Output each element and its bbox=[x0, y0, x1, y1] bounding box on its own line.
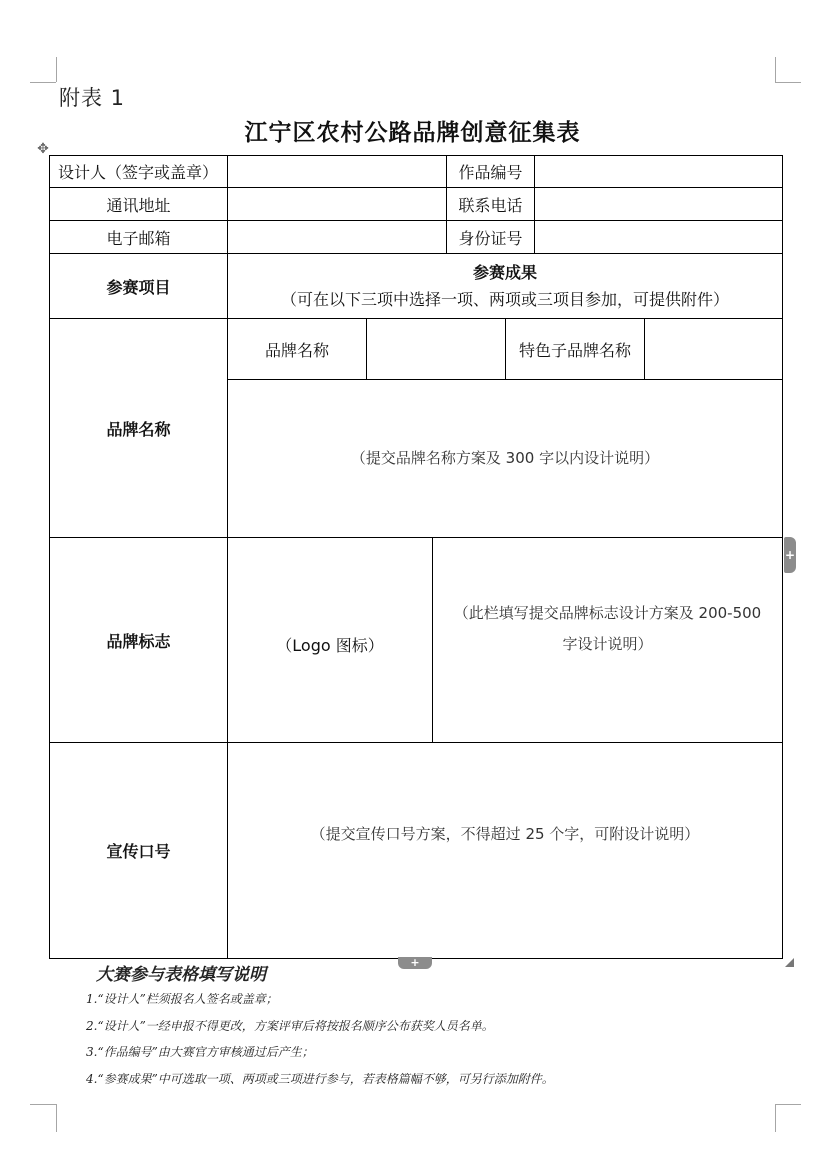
resize-icon[interactable] bbox=[785, 958, 794, 967]
logo-description-field[interactable] bbox=[432, 537, 783, 743]
list-item: 4.“参赛成果”中可选取一项、两项或三项进行参与，若表格篇幅不够，可另行添加附件。 bbox=[86, 1071, 554, 1086]
notes-list bbox=[86, 990, 554, 1096]
address-label: 通讯地址 bbox=[49, 187, 228, 221]
slogan-field[interactable]: （提交宣传口号方案，不得超过 25 个字，可附设计说明） bbox=[227, 742, 783, 959]
phone-label: 联系电话 bbox=[446, 187, 535, 221]
sub-brand-label: 特色子品牌名称 bbox=[505, 318, 645, 380]
email-label: 电子邮箱 bbox=[49, 220, 228, 254]
crop-mark-top-left bbox=[56, 57, 57, 82]
brand-name-description-field[interactable]: （提交品牌名称方案及 300 字以内设计说明） bbox=[227, 379, 783, 538]
id-label: 身份证号 bbox=[446, 220, 535, 254]
phone-field[interactable] bbox=[534, 187, 783, 221]
crop-mark-top-right bbox=[775, 57, 776, 82]
entry-item-label: 参赛项目 bbox=[49, 253, 228, 319]
list-item: 2.“设计人”一经申报不得更改，方案评审后将按报名顺序公布获奖人员名单。 bbox=[86, 1018, 494, 1033]
notes-title: 大赛参与表格填写说明 bbox=[96, 965, 266, 985]
logo-hint-line2: 字设计说明） bbox=[562, 635, 653, 653]
entry-result-label: 参赛成果 bbox=[472, 263, 537, 282]
brand-name-label: 品牌名称 bbox=[227, 318, 367, 380]
crop-mark-bottom-left bbox=[30, 1104, 56, 1105]
work-no-label: 作品编号 bbox=[446, 155, 535, 188]
entry-result-header bbox=[227, 253, 783, 319]
brand-name-section-label: 品牌名称 bbox=[49, 318, 228, 538]
page-title: 江宁区农村公路品牌创意征集表 bbox=[244, 120, 581, 146]
list-item: 1.“设计人”栏须报名人签名或盖章； bbox=[86, 992, 278, 1006]
address-field[interactable] bbox=[227, 187, 447, 221]
designer-field[interactable] bbox=[227, 155, 447, 188]
logo-upload-area[interactable]: （Logo 图标） bbox=[227, 537, 433, 743]
id-field[interactable] bbox=[534, 220, 783, 254]
crop-mark-bottom-left bbox=[56, 1104, 57, 1132]
designer-label: 设计人（签字或盖章） bbox=[49, 155, 228, 188]
logo-section-label: 品牌标志 bbox=[49, 537, 228, 743]
slogan-section-label: 宣传口号 bbox=[49, 742, 228, 959]
annex-label: 附表 1 bbox=[59, 86, 126, 110]
work-no-field[interactable] bbox=[534, 155, 783, 188]
crop-mark-top-left bbox=[30, 82, 56, 83]
logo-hint-line1: （此栏填写提交品牌标志设计方案及 200-500 bbox=[453, 604, 762, 622]
crop-mark-top-right bbox=[775, 82, 801, 83]
list-item: 3.“作品编号”由大赛官方审核通过后产生； bbox=[86, 1045, 314, 1059]
entry-result-note: （可在以下三项中选择一项、两项或三项目参加，可提供附件） bbox=[280, 290, 729, 309]
crop-mark-bottom-right bbox=[775, 1104, 776, 1132]
email-field[interactable] bbox=[227, 220, 447, 254]
plus-icon[interactable]: + bbox=[398, 957, 432, 969]
plus-icon[interactable]: + bbox=[784, 537, 796, 573]
sub-brand-field[interactable] bbox=[644, 318, 783, 380]
brand-name-field[interactable] bbox=[366, 318, 506, 380]
move-icon[interactable]: ✥ bbox=[37, 141, 49, 157]
crop-mark-bottom-right bbox=[775, 1104, 801, 1105]
